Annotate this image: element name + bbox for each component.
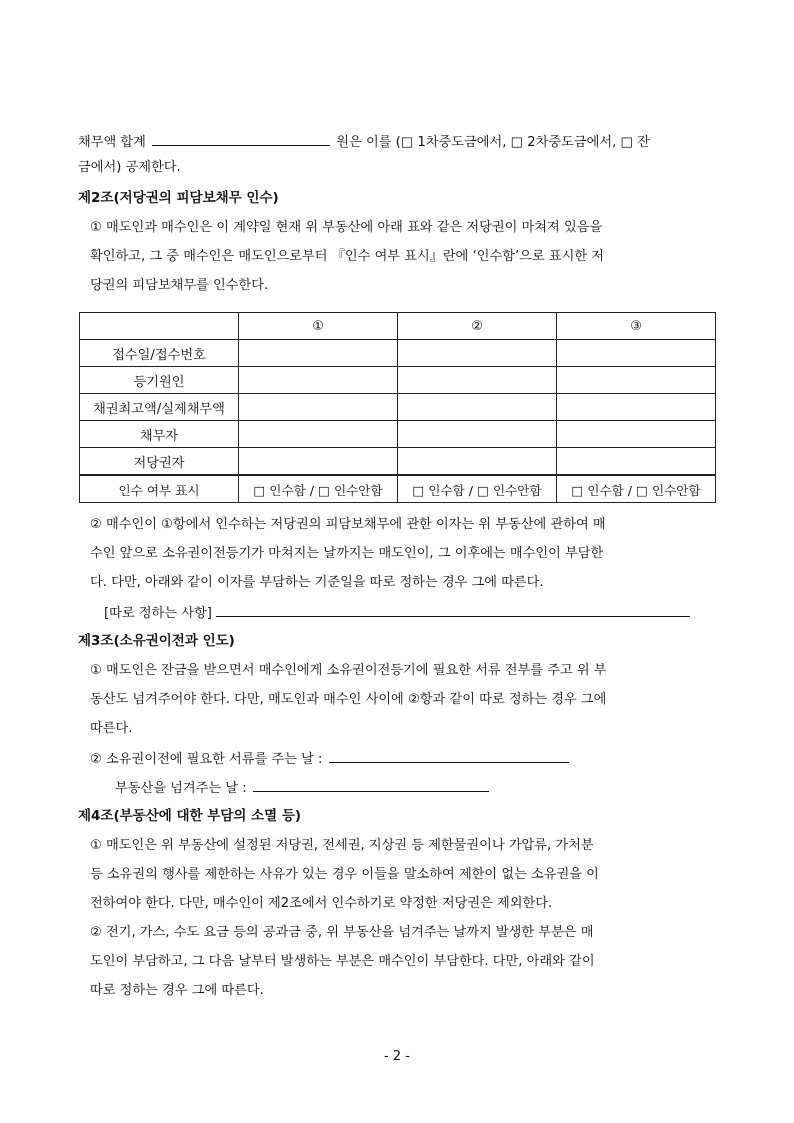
deduction-options-text: 원은 이를 (□ 1차중도금에서, □ 2차중도금에서, □ 잔 — [336, 135, 650, 150]
handover-date-blank[interactable] — [253, 777, 489, 792]
table-cell[interactable] — [239, 394, 398, 421]
art3-para1-line3: 따른다. — [90, 721, 133, 736]
art4-para2-line1: ② 전기, 가스, 수도 요금 등의 공과금 중, 위 부동산을 넘겨주는 날까지 발생한 부분은 매 — [90, 925, 594, 940]
documents-date-blank[interactable] — [329, 748, 569, 763]
table-cell[interactable] — [239, 367, 398, 394]
row-label: 등기원인 — [80, 367, 239, 394]
art4-para1-line2: 등 소유권의 행사를 제한하는 사유가 있는 경우 이들을 말소하여 제한이 없는 소유권을 이 — [90, 867, 599, 882]
table-cell[interactable] — [398, 367, 557, 394]
assumption-checkbox-cell[interactable]: □ 인수함 / □ 인수안함 — [557, 475, 716, 503]
table-cell[interactable] — [557, 394, 716, 421]
art2-para2-line2: 수인 앞으로 소유권이전등기가 마쳐지는 날까지는 매도인이, 그 이후에는 매수인이 부담한 — [90, 546, 604, 561]
art4-para1-line1: ① 매도인은 위 부동산에 설정된 저당권, 전세권, 지상권 등 제한물권이나 가압류, 가처분 — [90, 838, 594, 853]
deduction-line-2: 금에서) 공제한다. — [78, 160, 181, 175]
table-header-cell: ③ — [557, 313, 716, 340]
mortgage-table — [79, 312, 716, 503]
row-label: 저당권자 — [80, 448, 239, 476]
art4-para2-line2: 도인이 부담하고, 그 다음 날부터 발생하는 부분은 매수인이 부담한다. 다만, 아래와 같이 — [90, 954, 595, 969]
table-header-cell: ② — [398, 313, 557, 340]
table-cell[interactable] — [398, 448, 557, 476]
art3-para1-line2: 동산도 넘겨주어야 한다. 다만, 매도인과 매수인 사이에 ②항과 같이 따로 정하는 경우 그에 — [90, 692, 607, 707]
article-4-title: 제4조(부동산에 대한 부담의 소멸 등) — [78, 808, 302, 824]
art3-para1-line1: ① 매도인은 잔금을 받으면서 매수인에게 소유권이전등기에 필요한 서류 전부를 주고 위 부 — [90, 663, 607, 678]
row-label: 인수 여부 표시 — [80, 475, 239, 503]
table-header-cell — [80, 313, 239, 340]
table-row — [80, 367, 716, 394]
table-cell[interactable] — [239, 421, 398, 448]
art2-para2-line3: 다. 다만, 아래와 같이 이자를 부담하는 기준일을 따로 정하는 경우 그에 따른다. — [90, 575, 544, 590]
art2-para1-line1: ① 매도인과 매수인은 이 계약일 현재 위 부동산에 아래 표와 같은 저당권이 마쳐져 있음을 — [90, 220, 603, 235]
assumption-checkbox-cell[interactable]: □ 인수함 / □ 인수안함 — [398, 475, 557, 503]
row-label: 채권최고액/실제채무액 — [80, 394, 239, 421]
art2-para2-line1: ② 매수인이 ①항에서 인수하는 저당권의 피담보채무에 관한 이자는 위 부동산에 관하여 매 — [90, 517, 606, 532]
article-3-title: 제3조(소유권이전과 인도) — [78, 633, 235, 649]
article-2-title: 제2조(저당권의 피담보채무 인수) — [78, 190, 279, 206]
debt-total-label: 채무액 합계 — [78, 135, 146, 150]
table-cell[interactable] — [398, 340, 557, 367]
art2-special-line — [104, 602, 716, 622]
special-terms-label: [따로 정하는 사항] — [104, 606, 212, 621]
table-cell[interactable] — [557, 421, 716, 448]
table-header-cell: ① — [239, 313, 398, 340]
row-label: 접수일/접수번호 — [80, 340, 239, 367]
table-row — [80, 448, 716, 476]
documents-date-label: ② 소유권이전에 필요한 서류를 주는 날 : — [90, 752, 323, 767]
page-number: - 2 - — [384, 1049, 410, 1064]
table-row — [80, 421, 716, 448]
art3-para2-line1 — [90, 748, 718, 768]
art2-para1-line2: 확인하고, 그 중 매수인은 매도인으로부터 『인수 여부 표시』란에 ‘인수함’으로 표시한 저 — [90, 249, 604, 264]
special-terms-blank[interactable] — [216, 602, 690, 617]
table-cell[interactable] — [239, 340, 398, 367]
debt-total-blank[interactable] — [152, 131, 330, 146]
assumption-row — [80, 475, 716, 503]
table-row — [80, 340, 716, 367]
table-cell[interactable] — [239, 448, 398, 476]
art4-para2-line3: 따로 정하는 경우 그에 따른다. — [90, 983, 264, 998]
art2-para1-line3: 당권의 피담보채무를 인수한다. — [90, 278, 269, 293]
table-cell[interactable] — [398, 421, 557, 448]
table-header-row — [80, 313, 716, 340]
table-cell[interactable] — [398, 394, 557, 421]
table-cell[interactable] — [557, 367, 716, 394]
handover-date-label: 부동산을 넘겨주는 날 : — [115, 781, 247, 796]
assumption-checkbox-cell[interactable]: □ 인수함 / □ 인수안함 — [239, 475, 398, 503]
art4-para1-line3: 전하여야 한다. 다만, 매수인이 제2조에서 인수하기로 약정한 저당권은 제외한다. — [90, 896, 553, 911]
table-cell[interactable] — [557, 448, 716, 476]
art3-para2-line2 — [115, 777, 718, 797]
row-label: 채무자 — [80, 421, 239, 448]
table-row — [80, 394, 716, 421]
debt-total-line — [78, 131, 718, 151]
table-cell[interactable] — [557, 340, 716, 367]
